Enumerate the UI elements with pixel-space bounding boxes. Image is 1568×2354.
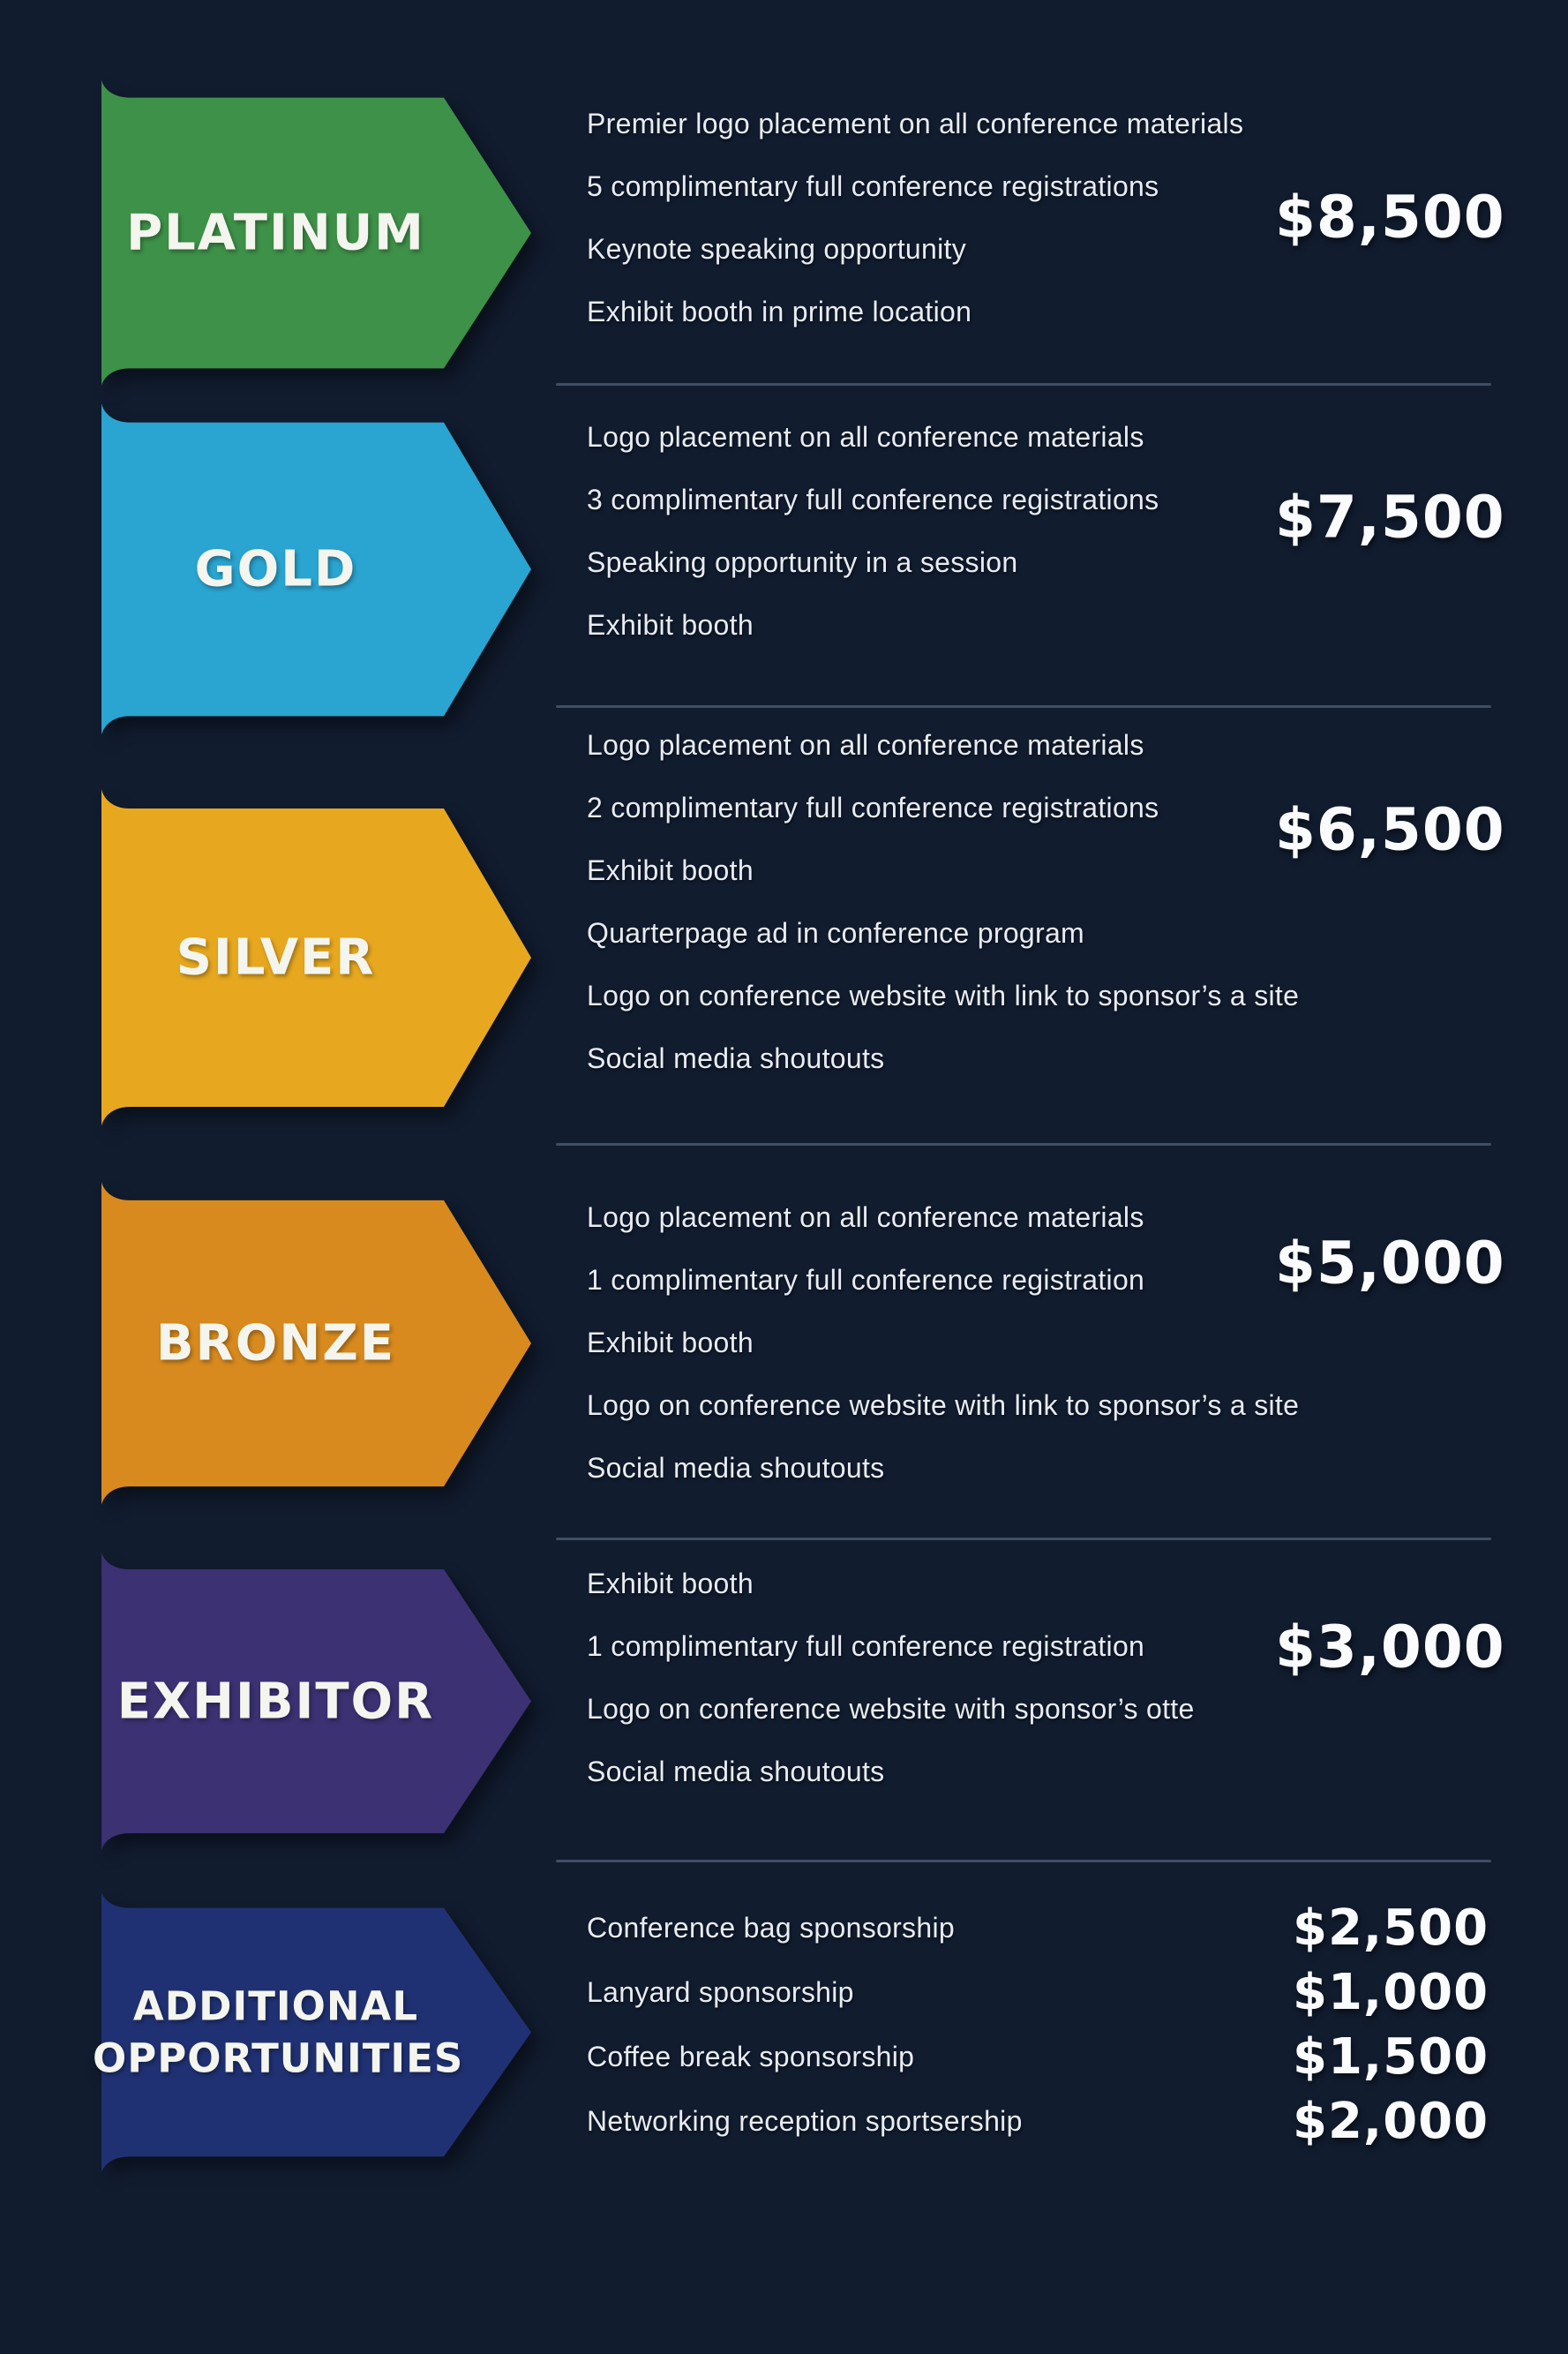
tier-label: GOLD	[194, 540, 357, 598]
tier-content-bronze	[587, 1146, 1568, 1540]
feature-item: 1 complimentary full conference registration	[587, 1264, 1145, 1296]
feature-list	[587, 714, 1568, 1090]
section-additional-opportunities	[0, 1862, 1568, 2354]
additional-item-label: Conference bag sponsorship	[587, 1912, 955, 1944]
additional-content	[587, 1862, 1568, 2354]
tier-label: SILVER	[176, 929, 376, 987]
feature-item: Quarterpage ad in conference program	[587, 917, 1085, 949]
additional-label-line2: OPPORTUNITIES	[93, 2034, 464, 2082]
banner-additional-opportunities	[93, 1889, 534, 2176]
tier-label: PLATINUM	[126, 204, 425, 261]
feature-item: Logo placement on all conference materials	[587, 729, 1144, 761]
additional-item-label: Coffee break sponsorship	[587, 2041, 915, 2072]
tier-section-platinum	[0, 0, 1568, 386]
tier-content-exhibitor	[587, 1540, 1568, 1862]
tier-section-gold	[0, 386, 1568, 708]
tier-banner-gold	[93, 400, 534, 739]
feature-item: Speaking opportunity in a session	[587, 545, 1018, 578]
tier-banner-exhibitor	[93, 1549, 534, 1854]
feature-item: 2 complimentary full conference registrations	[587, 792, 1159, 824]
tier-price: $8,500	[1275, 183, 1505, 251]
tier-label: BRONZE	[155, 1314, 396, 1372]
additional-item-price: $2,500	[1293, 1899, 1489, 1957]
tier-section-bronze	[0, 1146, 1568, 1540]
feature-item: Exhibit booth	[587, 608, 754, 641]
additional-item	[587, 1896, 1568, 1960]
feature-item: Exhibit booth in prime location	[587, 295, 972, 327]
additional-item	[587, 2025, 1568, 2089]
tier-label: EXHIBITOR	[116, 1673, 435, 1730]
tier-content-platinum	[587, 0, 1568, 386]
tier-banner-silver	[93, 786, 534, 1130]
feature-item: Logo placement on all conference materials	[587, 1201, 1144, 1233]
tier-content-silver	[587, 708, 1568, 1146]
tier-price: $6,500	[1275, 795, 1505, 864]
feature-item: Logo on conference website with link to sponsor’s a site	[587, 980, 1300, 1012]
feature-item: Social media shoutouts	[587, 1042, 885, 1074]
additional-label	[93, 1980, 464, 2085]
additional-item-label: Networking reception sportsership	[587, 2105, 1023, 2137]
tier-price: $3,000	[1275, 1613, 1505, 1681]
tier-section-silver	[0, 708, 1568, 1146]
feature-item: Exhibit booth	[587, 1567, 754, 1599]
additional-list	[587, 1862, 1568, 2154]
additional-item-price: $1,500	[1293, 2028, 1489, 2086]
feature-item: Premier logo placement on all conference materials	[587, 107, 1244, 139]
additional-label-line1: ADDITIONAL	[132, 1982, 419, 2030]
tier-banner-platinum	[93, 77, 534, 389]
tier-banner-bronze	[93, 1178, 534, 1508]
feature-item: Logo on conference website with link to sponsor’s a site	[587, 1389, 1300, 1421]
additional-item	[587, 2089, 1568, 2154]
feature-item: Keynote speaking opportunity	[587, 232, 967, 265]
additional-item	[587, 1960, 1568, 2025]
feature-item: 1 complimentary full conference registration	[587, 1629, 1145, 1662]
feature-item: 3 complimentary full conference registrations	[587, 483, 1159, 515]
feature-item: Exhibit booth	[587, 1327, 754, 1358]
feature-item: Social media shoutouts	[587, 1755, 885, 1787]
additional-item-price: $1,000	[1293, 1964, 1489, 2021]
feature-item: Social media shoutouts	[587, 1452, 885, 1484]
additional-item-price: $2,000	[1293, 2093, 1489, 2150]
tier-section-exhibitor	[0, 1540, 1568, 1862]
feature-item: Exhibit booth	[587, 854, 754, 886]
feature-item: 5 complimentary full conference registrations	[587, 169, 1159, 202]
tier-price: $7,500	[1275, 483, 1505, 551]
additional-item-label: Lanyard sponsorship	[587, 1976, 854, 2008]
tier-content-gold	[587, 386, 1568, 708]
feature-item: Logo placement on all conference materials	[587, 420, 1144, 453]
feature-item: Logo on conference website with sponsor’s otte	[587, 1692, 1195, 1725]
tier-price: $5,000	[1275, 1229, 1505, 1297]
